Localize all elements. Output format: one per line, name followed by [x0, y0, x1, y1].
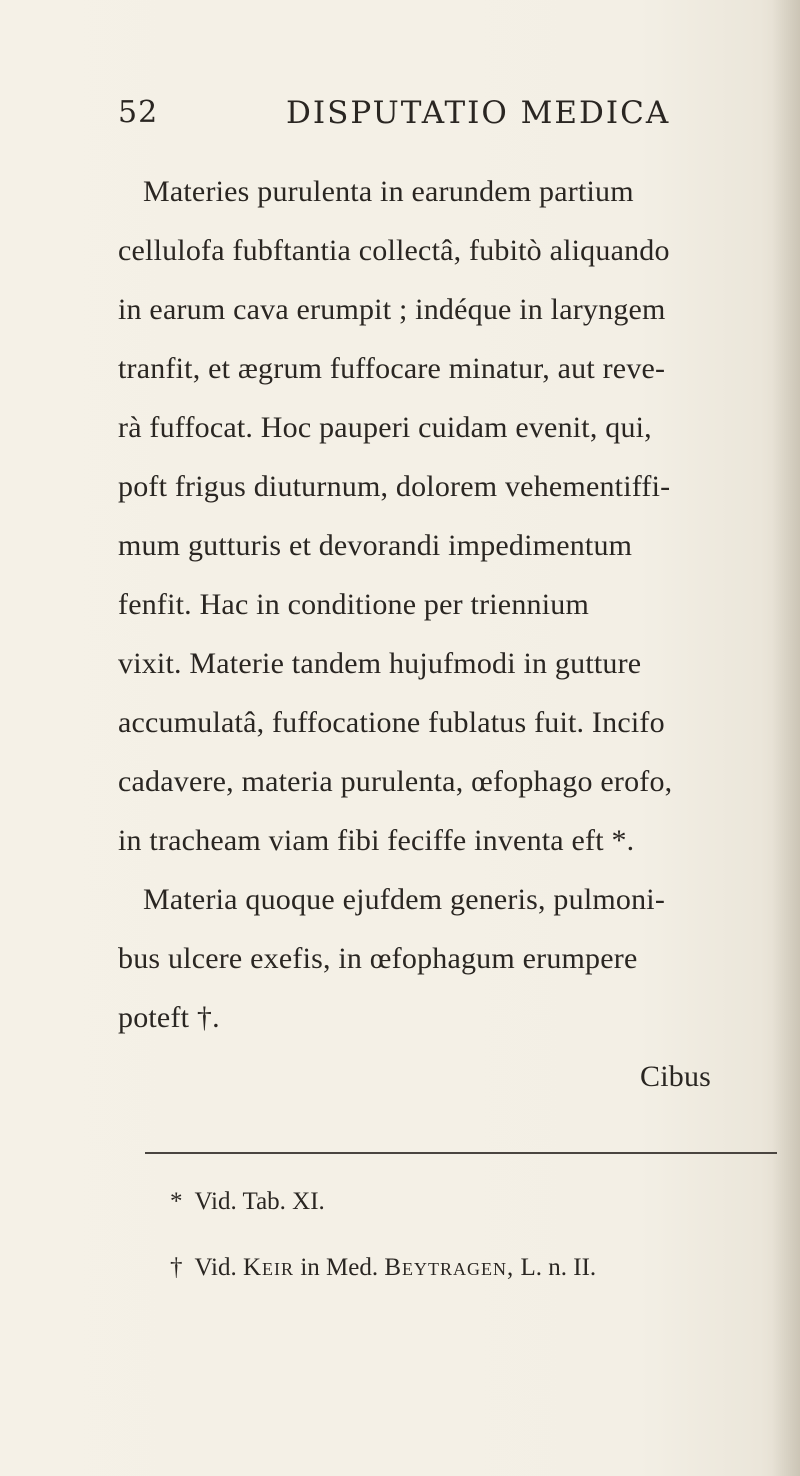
text-line-2: cellulofa fubftantia collectâ, fubitò aliquando — [118, 234, 670, 267]
footnote-1 — [170, 1188, 325, 1216]
text-line-4: tranfit, et ægrum fuffocare minatur, aut reve- — [118, 352, 666, 385]
text-line-12: in tracheam viam fibi feciffe inventa eft *. — [118, 824, 635, 857]
page-header — [118, 95, 678, 145]
footnote-author: Keir — [243, 1254, 295, 1281]
catchword: Cibus — [640, 1060, 712, 1093]
text-line-7: mum gutturis et devorandi impedimentum — [118, 529, 633, 562]
footnote-text: Vid. Tab. XI. — [194, 1188, 325, 1215]
text-line-11: cadavere, materia purulenta, œfophago erofo, — [118, 765, 673, 798]
footnote-rule — [145, 1152, 777, 1154]
text-line-1: Materies purulenta in earundem partium — [143, 175, 634, 208]
footnote-work: Beytragen, — [384, 1254, 515, 1281]
footnote-mark: † — [170, 1254, 183, 1281]
text-line-13: Materia quoque ejufdem generis, pulmoni- — [143, 883, 666, 916]
text-line-3: in earum cava erumpit ; indéque in laryngem — [118, 293, 666, 326]
text-line-14: bus ulcere exefis, in œfophagum erumpere — [118, 942, 638, 975]
text-line-9: vixit. Materie tandem hujufmodi in gutture — [118, 647, 642, 680]
page-edge-shadow — [772, 0, 800, 1476]
footnote-text-end: L. n. II. — [514, 1254, 597, 1281]
footnote-mark: * — [170, 1188, 183, 1215]
footnote-2 — [170, 1254, 596, 1282]
footnote-text-middle: in Med. — [294, 1254, 385, 1281]
text-line-6: poft frigus diuturnum, dolorem vehementiffi- — [118, 470, 671, 503]
text-line-10: accumulatâ, fuffocatione fublatus fuit. Incifo — [118, 706, 665, 739]
page-number: 52 — [118, 95, 159, 130]
text-line-15: poteft †. — [118, 1001, 220, 1034]
running-title: DISPUTATIO MEDICA — [286, 95, 671, 131]
text-line-8: fenfit. Hac in conditione per triennium — [118, 588, 589, 621]
footnote-text-start: Vid. — [194, 1254, 243, 1281]
text-line-5: rà fuffocat. Hoc pauperi cuidam evenit, qui, — [118, 411, 652, 444]
